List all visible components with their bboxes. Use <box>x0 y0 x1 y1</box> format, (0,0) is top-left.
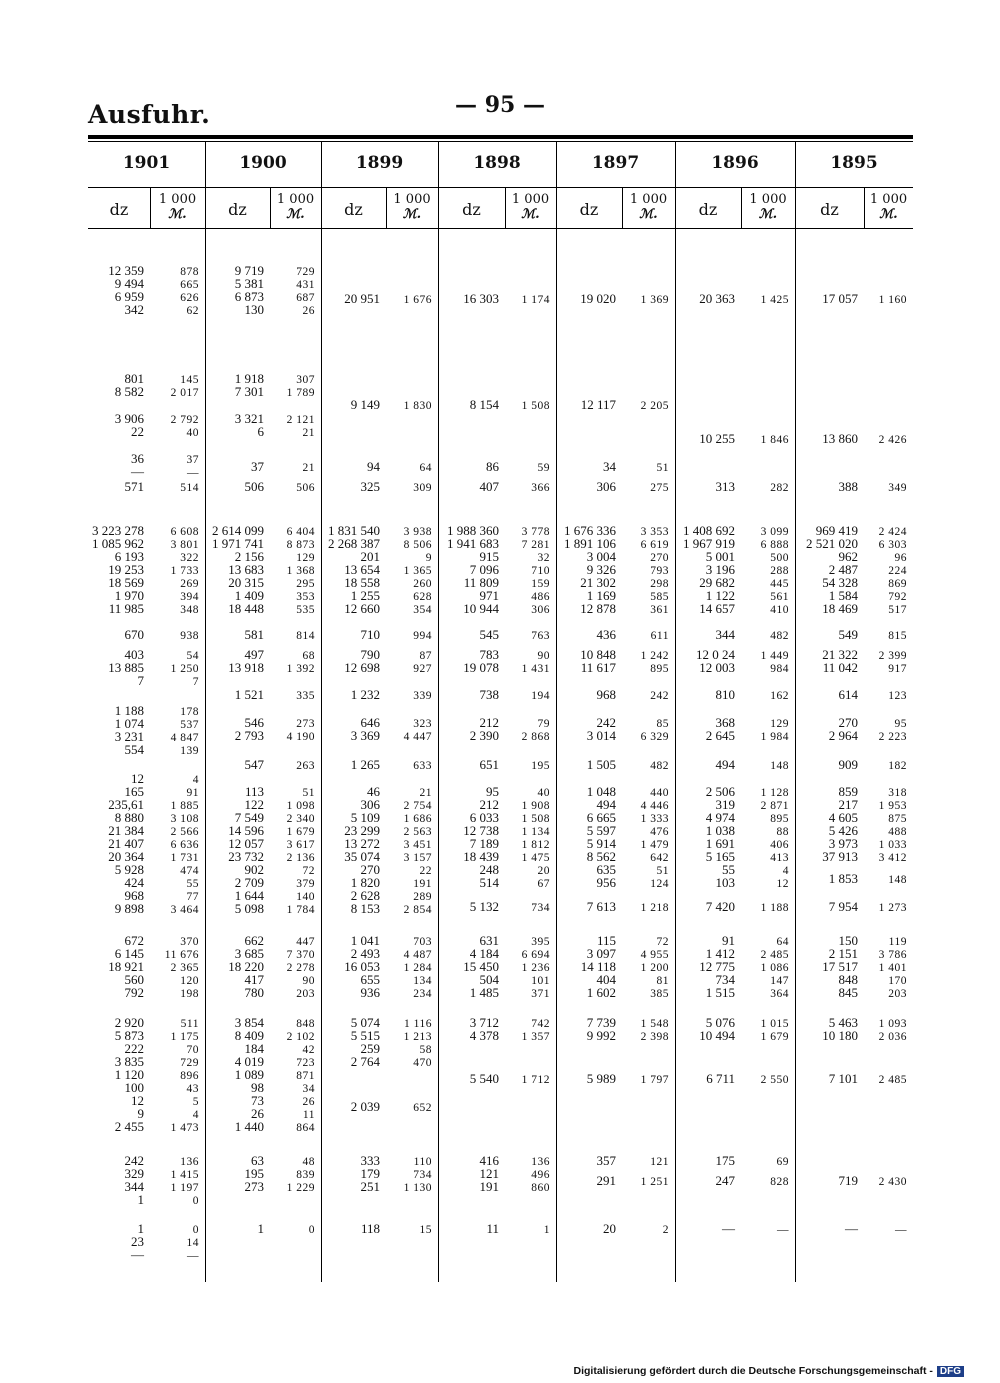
quantity-cell: 12 0 24 12 003 <box>696 647 735 675</box>
quantity-cell: 13 860 <box>822 431 858 446</box>
value-cell: 366 <box>531 482 550 494</box>
year-column-line <box>438 142 439 1282</box>
value-cell: 48 839 1 229 <box>286 1156 315 1194</box>
quantity-cell: 436 <box>596 627 616 642</box>
quantity-cell: 7 420 <box>705 899 735 914</box>
value-cell: 4 91 1 885 3 108 2 566 6 636 1 731 474 55 77 3 464 <box>170 774 199 916</box>
value-cell: 2 399 917 <box>878 650 907 675</box>
value-cell: 72 4 955 1 200 81 385 <box>640 936 669 1000</box>
quantity-cell: 2 920 5 873 222 3 835 1 120 100 12 9 2 455 <box>114 1015 144 1134</box>
value-cell: 1 218 <box>640 902 669 914</box>
quantity-cell: 614 <box>838 687 858 702</box>
quantity-cell: 3 906 22 <box>114 411 144 439</box>
quantity-cell: 313 <box>715 479 735 494</box>
value-cell: 2 424 6 303 96 224 869 792 517 <box>878 526 907 616</box>
quantity-cell: 91 1 412 12 775 734 1 515 <box>699 933 735 1000</box>
value-cell: 1 548 2 398 <box>640 1018 669 1043</box>
quantity-cell: 5 076 10 494 <box>699 1015 735 1043</box>
value-cell: 136 1 415 1 197 0 <box>170 1156 199 1207</box>
value-unit-mark: ℳ. <box>168 207 187 222</box>
quantity-cell: 34 <box>603 459 616 474</box>
value-cell: — <box>895 1224 907 1236</box>
quantity-cell: 968 <box>596 687 616 702</box>
value-unit-mark: ℳ. <box>639 207 658 222</box>
quantity-cell: 212 2 390 <box>469 715 499 743</box>
value-cell: 763 <box>531 630 550 642</box>
value-cell: 0 14 — <box>186 1224 199 1262</box>
value-cell: 742 1 357 <box>521 1018 550 1043</box>
quantity-cell: 9 719 5 381 6 873 130 <box>234 263 264 317</box>
top-rule <box>88 135 913 139</box>
value-cell: 85 6 329 <box>640 718 669 743</box>
value-cell: 119 3 786 1 401 170 203 <box>878 936 907 1000</box>
value-cell: 323 4 447 <box>403 718 432 743</box>
value-cell: 2 426 <box>878 434 907 446</box>
value-cell: 309 <box>413 482 432 494</box>
year-header: 1901 <box>122 153 171 173</box>
value-cell: 2 205 <box>640 400 669 412</box>
value-cell: 652 <box>413 1102 432 1114</box>
quantity-cell: 1 <box>257 1221 264 1236</box>
qty-unit-header: dz <box>228 200 247 219</box>
value-cell: 1 242 895 <box>640 650 669 675</box>
value-cell: 482 <box>770 630 789 642</box>
value-unit-mark: ℳ. <box>286 207 305 222</box>
dfg-logo: DFG <box>937 1366 964 1377</box>
value-cell: 349 <box>888 482 907 494</box>
value-cell: 263 <box>296 760 315 772</box>
value-cell: 79 2 868 <box>521 718 550 743</box>
value-cell: 1 449 984 <box>760 650 789 675</box>
quantity-cell: 95 212 6 033 12 738 7 189 18 439 248 514 <box>463 784 499 890</box>
value-cell: 1 116 1 213 58 470 <box>403 1018 432 1069</box>
qty-unit-header: dz <box>462 200 481 219</box>
value-cell: 69 <box>776 1156 789 1168</box>
value-cell: 2 <box>662 1224 669 1236</box>
footer-credit <box>574 1365 965 1377</box>
quantity-cell: 325 <box>360 479 380 494</box>
qty-unit-header: dz <box>579 200 599 219</box>
value-cell: 318 1 953 875 488 1 033 3 412 <box>878 787 907 864</box>
value-cell: 21 2 754 1 686 2 563 3 451 3 157 22 191 289 2 854 <box>403 787 432 916</box>
quantity-cell: 175 <box>715 1153 735 1168</box>
year-header: 1899 <box>355 153 404 173</box>
value-unit-mark: ℳ. <box>879 207 898 222</box>
quantity-cell: 10 848 11 617 <box>580 647 616 675</box>
value-unit-top: 1 000 <box>869 192 908 207</box>
value-cell: 828 <box>770 1176 789 1188</box>
header-bottom-rule <box>88 228 913 229</box>
value-cell: 15 <box>419 1224 432 1236</box>
quantity-cell: 20 <box>603 1221 616 1236</box>
value-cell: 2 550 <box>760 1074 789 1086</box>
quantity-cell: 333 179 251 <box>360 1153 380 1194</box>
quantity-cell: 37 <box>251 459 264 474</box>
value-cell: 3 353 6 619 270 793 298 585 361 <box>640 526 669 616</box>
value-cell: 1 797 <box>640 1074 669 1086</box>
quantity-cell: 242 3 014 <box>586 715 616 743</box>
quantity-cell: 9 149 <box>350 397 380 412</box>
quantity-cell: 344 <box>715 627 735 642</box>
quantity-cell: 242 329 344 1 <box>124 1153 144 1207</box>
qty-unit-header: dz <box>820 200 839 219</box>
quantity-cell: 291 <box>596 1173 616 1188</box>
quantity-cell: 115 3 097 14 118 404 1 602 <box>580 933 616 1000</box>
value-cell: 110 734 1 130 <box>403 1156 432 1194</box>
quantity-cell: 2 506 319 4 974 1 038 1 691 5 165 55 103 <box>705 784 735 890</box>
quantity-cell: 1 23 — <box>131 1221 144 1262</box>
quantity-cell: 118 <box>360 1221 380 1236</box>
quantity-cell: 3 854 8 409 184 4 019 1 089 98 73 26 1 440 <box>234 1015 264 1134</box>
value-cell: 1 128 2 871 895 88 406 413 4 12 <box>760 787 789 890</box>
value-cell: 734 <box>531 902 550 914</box>
value-unit-header <box>505 192 556 222</box>
value-cell: 3 778 7 281 32 710 159 486 306 <box>521 526 550 616</box>
quantity-cell: 2 614 099 1 971 741 2 156 13 683 20 315 1 409 18 448 <box>212 523 264 616</box>
value-unit-header <box>741 192 795 222</box>
value-cell: 1 015 1 679 <box>760 1018 789 1043</box>
value-cell: 482 <box>650 760 669 772</box>
quantity-cell: 7 954 <box>828 899 858 914</box>
value-unit-header <box>270 192 321 222</box>
quantity-cell: 651 <box>479 757 499 772</box>
value-cell: 1 712 <box>521 1074 550 1086</box>
quantity-cell: 2 039 <box>350 1099 380 1114</box>
value-cell: 21 <box>302 462 315 474</box>
quantity-cell: 670 <box>124 627 144 642</box>
value-cell: 633 <box>413 760 432 772</box>
quantity-cell: 859 217 4 605 5 426 3 973 37 913 <box>822 784 858 864</box>
value-cell: 182 <box>888 760 907 772</box>
value-cell: 64 2 485 1 086 147 364 <box>760 936 789 1000</box>
value-unit-top: 1 000 <box>158 192 197 207</box>
quantity-cell: 3 712 4 378 <box>469 1015 499 1043</box>
page-number: — 95 — <box>455 92 545 118</box>
quantity-cell: 662 3 685 18 220 417 780 <box>228 933 264 1000</box>
value-cell: 282 <box>770 482 789 494</box>
quantity-cell: 646 3 369 <box>350 715 380 743</box>
value-unit-top: 1 000 <box>511 192 550 207</box>
value-cell: 1 251 <box>640 1176 669 1188</box>
quantity-cell: 631 4 184 15 450 504 1 485 <box>463 933 499 1000</box>
quantity-cell: 407 <box>479 479 499 494</box>
quantity-cell: 672 6 145 18 921 560 792 <box>108 933 144 1000</box>
value-cell: 136 496 860 <box>531 1156 550 1194</box>
value-cell: 994 <box>413 630 432 642</box>
value-cell: 2 121 21 <box>286 414 315 439</box>
year-header: 1896 <box>711 153 759 173</box>
quantity-cell: 738 <box>479 687 499 702</box>
value-cell: 129 1 984 <box>760 718 789 743</box>
quantity-cell: 416 121 191 <box>479 1153 499 1194</box>
value-cell: 611 <box>650 630 669 642</box>
value-cell: 54 1 250 7 <box>170 650 199 688</box>
quantity-cell: 506 <box>244 479 264 494</box>
value-cell: — <box>777 1224 789 1236</box>
quantity-cell: 5 074 5 515 259 2 764 <box>350 1015 380 1069</box>
value-cell: 2 430 <box>878 1176 907 1188</box>
quantity-cell: 790 12 698 <box>344 647 380 675</box>
value-cell: 242 <box>650 690 669 702</box>
value-cell: 148 <box>770 760 789 772</box>
quantity-cell: 16 303 <box>463 291 499 306</box>
value-cell: 68 1 392 <box>286 650 315 675</box>
year-column-line <box>556 142 557 1282</box>
value-cell: 3 938 8 506 9 1 365 260 628 354 <box>403 526 432 616</box>
value-unit-top: 1 000 <box>276 192 315 207</box>
quantity-cell: 357 <box>596 1153 616 1168</box>
quantity-cell: 1 041 2 493 16 053 655 936 <box>344 933 380 1000</box>
value-cell: 339 <box>413 690 432 702</box>
value-cell: 40 1 908 1 508 1 134 1 812 1 475 20 67 <box>521 787 550 890</box>
quantity-cell: 12 359 9 494 6 959 342 <box>108 263 144 317</box>
value-cell: 195 <box>531 760 550 772</box>
value-cell: 1 846 <box>760 434 789 446</box>
value-unit-top: 1 000 <box>393 192 431 207</box>
year-header: 1895 <box>830 153 878 173</box>
value-cell: 145 2 017 <box>170 374 199 399</box>
quantity-cell: 7 739 9 992 <box>586 1015 616 1043</box>
quantity-cell: 1 505 <box>586 757 616 772</box>
value-cell: 6 608 3 801 322 1 733 269 394 348 <box>170 526 199 616</box>
quantity-cell: 1 188 1 074 3 231 554 <box>114 703 144 757</box>
quantity-cell: 113 122 7 549 14 596 12 057 23 732 902 2 709 1 644 5 098 <box>228 784 264 916</box>
year-header: 1900 <box>239 153 287 173</box>
quantity-cell: 1 831 540 2 268 387 201 13 654 18 558 1 255 12 660 <box>328 523 380 616</box>
quantity-cell: 1 853 <box>828 871 858 886</box>
quantity-cell: — <box>722 1221 735 1236</box>
quantity-cell: 581 <box>244 627 264 642</box>
value-unit-header <box>622 192 675 222</box>
value-cell: 703 4 487 1 284 134 234 <box>403 936 432 1000</box>
top-rule-thin <box>88 141 913 142</box>
value-cell: 59 <box>537 462 550 474</box>
value-cell: 848 2 102 42 723 871 34 26 11 864 <box>286 1018 315 1134</box>
quantity-cell: 8 154 <box>469 397 499 412</box>
value-cell: 90 1 431 <box>521 650 550 675</box>
quantity-cell: 801 8 582 <box>114 371 144 399</box>
quantity-cell: 571 <box>124 479 144 494</box>
year-column-line <box>795 142 796 1282</box>
year-header: 1897 <box>591 153 640 173</box>
quantity-cell: 5 989 <box>586 1071 616 1086</box>
quantity-cell: 494 <box>715 757 735 772</box>
year-divider <box>88 187 913 188</box>
value-cell: 194 <box>531 690 550 702</box>
quantity-cell: — <box>845 1221 858 1236</box>
value-cell: 447 7 370 2 278 90 203 <box>286 936 315 1000</box>
section-title: Ausfuhr. <box>88 100 211 129</box>
value-cell: 1 830 <box>403 400 432 412</box>
value-cell: 878 665 626 62 <box>180 266 199 317</box>
quantity-cell: 270 2 964 <box>828 715 858 743</box>
quantity-cell: 1 408 692 1 967 919 5 001 3 196 29 682 1 122 14 657 <box>683 523 735 616</box>
value-unit-mark: ℳ. <box>521 207 540 222</box>
quantity-cell: 388 <box>838 479 858 494</box>
value-unit-top: 1 000 <box>749 192 787 207</box>
value-cell: 1 188 <box>760 902 789 914</box>
value-cell: 87 927 <box>413 650 432 675</box>
quantity-cell: 5 463 10 180 <box>822 1015 858 1043</box>
quantity-cell: 783 19 078 <box>463 647 499 675</box>
value-cell: 370 11 676 2 365 120 198 <box>164 936 199 1000</box>
quantity-cell: 1 918 7 301 <box>234 371 264 399</box>
quantity-cell: 306 <box>596 479 616 494</box>
quantity-cell: 11 <box>486 1221 499 1236</box>
value-unit-top: 1 000 <box>629 192 668 207</box>
value-cell: 395 6 694 1 236 101 371 <box>521 936 550 1000</box>
value-cell: 1 <box>543 1224 550 1236</box>
value-cell: 121 <box>650 1156 669 1168</box>
value-cell: 1 425 <box>760 294 789 306</box>
quantity-cell: 10 255 <box>699 431 735 446</box>
quantity-cell: 1 521 <box>234 687 264 702</box>
quantity-cell: 36 — <box>131 451 144 479</box>
quantity-cell: 547 <box>244 757 264 772</box>
value-cell: 148 <box>888 874 907 886</box>
quantity-cell: 12 117 <box>580 397 616 412</box>
quantity-cell: 545 <box>479 627 499 642</box>
value-cell: 2 792 40 <box>170 414 199 439</box>
value-cell: 123 <box>888 690 907 702</box>
quantity-cell: 247 <box>715 1173 735 1188</box>
quantity-cell: 86 <box>486 459 499 474</box>
value-cell: 2 485 <box>878 1074 907 1086</box>
value-unit-mark: ℳ. <box>758 207 778 222</box>
value-cell: 729 431 687 26 <box>296 266 315 317</box>
quantity-cell: 17 057 <box>822 291 858 306</box>
value-cell: 1 369 <box>640 294 669 306</box>
quantity-cell: 549 <box>838 627 858 642</box>
value-cell: 64 <box>419 462 432 474</box>
year-column-line <box>675 142 676 1282</box>
quantity-cell: 20 363 <box>699 291 735 306</box>
quantity-cell: 810 <box>715 687 735 702</box>
quantity-cell: 150 2 151 17 517 848 845 <box>822 933 858 1000</box>
quantity-cell: 63 195 273 <box>244 1153 264 1194</box>
quantity-cell: 7 101 <box>828 1071 858 1086</box>
quantity-cell: 19 020 <box>580 291 616 306</box>
quantity-cell: 3 223 278 1 085 962 6 193 19 253 18 569 1 970 11 985 <box>92 523 144 616</box>
quantity-cell: 403 13 885 7 <box>108 647 144 688</box>
value-cell: 1 508 <box>521 400 550 412</box>
quantity-cell: 3 321 6 <box>234 411 264 439</box>
value-cell: 1 093 2 036 <box>878 1018 907 1043</box>
quantity-cell: 5 540 <box>469 1071 499 1086</box>
quantity-cell: 20 951 <box>344 291 380 306</box>
qty-unit-header: dz <box>344 200 363 219</box>
quantity-cell: 6 711 <box>706 1071 735 1086</box>
value-cell: 307 1 789 <box>286 374 315 399</box>
value-cell: 815 <box>888 630 907 642</box>
quantity-cell: 1 676 336 1 891 106 3 004 9 326 21 302 1 169 12 878 <box>564 523 616 616</box>
quantity-cell: 368 2 645 <box>705 715 735 743</box>
value-cell: 511 1 175 70 729 896 43 5 4 1 473 <box>170 1018 199 1134</box>
value-cell: 51 <box>656 462 669 474</box>
value-cell: 1 160 <box>878 294 907 306</box>
value-unit-header <box>150 192 205 222</box>
value-cell: 938 <box>180 630 199 642</box>
quantity-cell: 5 132 <box>469 899 499 914</box>
quantity-cell: 1 988 360 1 941 683 915 7 096 11 809 971 10 944 <box>447 523 499 616</box>
value-cell: 814 <box>296 630 315 642</box>
year-header: 1898 <box>473 153 521 173</box>
value-cell: 0 <box>308 1224 315 1236</box>
quantity-cell: 1 048 494 6 665 5 597 5 914 8 562 635 956 <box>586 784 616 890</box>
footer-text: Digitalisierung gefördert durch die Deutsche Forschungsgemeinschaft - <box>573 1365 933 1377</box>
value-cell: 37 — <box>186 454 199 479</box>
value-cell: 6 404 8 873 129 1 368 295 353 535 <box>286 526 315 616</box>
value-unit-header <box>864 192 913 222</box>
quantity-cell: 497 13 918 <box>228 647 264 675</box>
quantity-cell: 21 322 11 042 <box>822 647 858 675</box>
value-cell: 162 <box>770 690 789 702</box>
quantity-cell: 909 <box>838 757 858 772</box>
value-cell: 1 676 <box>403 294 432 306</box>
quantity-cell: 1 232 <box>350 687 380 702</box>
quantity-cell: 94 <box>367 459 380 474</box>
value-unit-mark: ℳ. <box>402 207 422 222</box>
quantity-cell: 546 2 793 <box>234 715 264 743</box>
value-cell: 440 4 446 1 333 476 1 479 642 51 124 <box>640 787 669 890</box>
value-cell: 178 537 4 847 139 <box>170 706 199 757</box>
value-cell: 514 <box>180 482 199 494</box>
quantity-cell: 1 265 <box>350 757 380 772</box>
quantity-cell: 12 165 235,61 8 880 21 384 21 407 20 364 5 928 424 968 9 898 <box>108 771 144 916</box>
quantity-cell: 710 <box>360 627 380 642</box>
quantity-cell: 7 613 <box>586 899 616 914</box>
qty-unit-header: dz <box>698 200 718 219</box>
value-cell: 1 174 <box>521 294 550 306</box>
value-cell: 506 <box>296 482 315 494</box>
value-cell: 51 1 098 2 340 1 679 3 617 2 136 72 379 140 1 784 <box>286 787 315 916</box>
qty-unit-header: dz <box>109 200 129 219</box>
value-cell: 273 4 190 <box>286 718 315 743</box>
value-cell: 95 2 223 <box>878 718 907 743</box>
value-cell: 275 <box>650 482 669 494</box>
value-unit-header <box>386 192 438 222</box>
value-cell: 1 273 <box>878 902 907 914</box>
quantity-cell: 46 306 5 109 23 299 13 272 35 074 270 1 820 2 628 8 153 <box>344 784 380 916</box>
quantity-cell: 719 <box>838 1173 858 1188</box>
value-cell: 3 099 6 888 500 288 445 561 410 <box>760 526 789 616</box>
value-cell: 335 <box>296 690 315 702</box>
quantity-cell: 969 419 2 521 020 962 2 487 54 328 1 584 18 469 <box>806 523 858 616</box>
